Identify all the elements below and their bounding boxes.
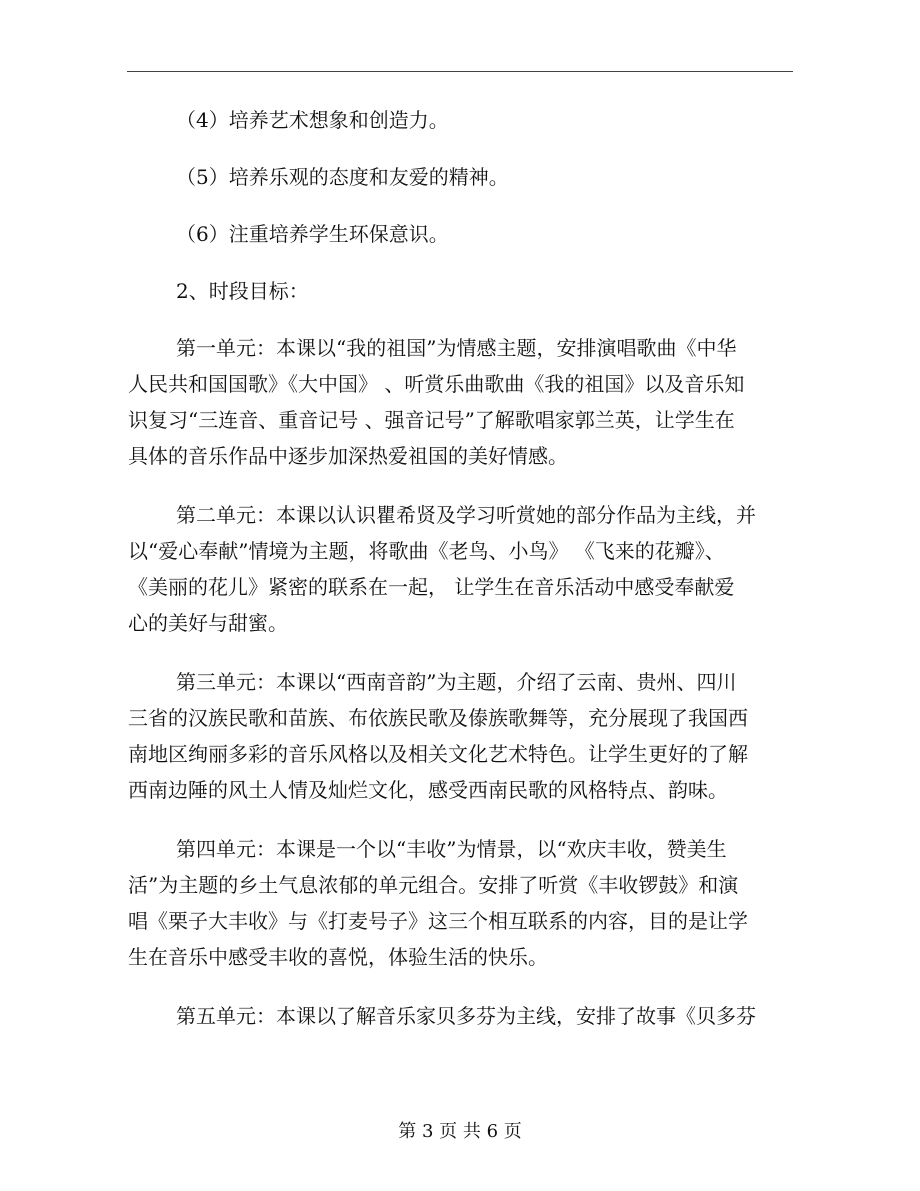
paragraph-line: 识复习“三连音、重音记号 、强音记号”了解歌唱家郭兰英，让学生在 bbox=[128, 408, 735, 432]
paragraph-line: 以“爱心奉献”情境为主题，将歌曲《老鸟、小鸟》 《飞来的花瓣》、 bbox=[128, 539, 725, 563]
paragraph-line: 具体的音乐作品中逐步加深热爱祖国的美好情感。 bbox=[128, 444, 568, 468]
paragraph-unit-4 bbox=[128, 831, 793, 975]
paragraph-unit-1 bbox=[128, 330, 793, 474]
paragraph-line: 人民共和国国歌》《大中国》 、听赏乐曲歌曲《我的祖国》以及音乐知 bbox=[128, 372, 745, 396]
paragraph-line: 第一单元：本课以“我的祖国”为情感主题，安排演唱歌曲《中华 bbox=[176, 336, 737, 360]
paragraph-line: 《美丽的花儿》紧密的联系在一起， 让学生在音乐活动中感受奉献爱 bbox=[128, 575, 735, 599]
paragraph-line: 心的美好与甜蜜。 bbox=[128, 611, 288, 635]
header-rule bbox=[127, 71, 793, 72]
paragraph-line: 西南边陲的风土人情及灿烂文化，感受西南民歌的风格特点、韵味。 bbox=[128, 778, 728, 802]
paragraph-line: 南地区绚丽多彩的音乐风格以及相关文化艺术特色。让学生更好的了解 bbox=[128, 742, 748, 766]
paragraph-line: 第四单元：本课是一个以“丰收”为情景，以“欢庆丰收，赞美生 bbox=[176, 837, 727, 861]
paragraph-unit-2 bbox=[128, 497, 793, 641]
page-footer: 第 3 页 共 6 页 bbox=[398, 1121, 522, 1142]
paragraph-line: 活”为主题的乡土气息浓郁的单元组合。安排了听赏《丰收锣鼓》和演 bbox=[128, 873, 739, 897]
list-item-4: （4）培养艺术想象和创造力。 bbox=[176, 108, 449, 132]
list-item-5: （5）培养乐观的态度和友爱的精神。 bbox=[176, 165, 509, 189]
paragraph-line: 生在音乐中感受丰收的喜悦，体验生活的快乐。 bbox=[128, 945, 548, 969]
paragraph-line: 三省的汉族民歌和苗族、布依族民歌及傣族歌舞等，充分展现了我国西 bbox=[128, 706, 748, 730]
section-heading: 2、时段目标： bbox=[176, 279, 309, 303]
list-item-6: （6）注重培养学生环保意识。 bbox=[176, 222, 449, 246]
paragraph-unit-3 bbox=[128, 664, 793, 808]
paragraph-line: 第二单元：本课以认识瞿希贤及学习听赏她的部分作品为主线，并 bbox=[176, 503, 756, 527]
paragraph-line: 第五单元：本课以了解音乐家贝多芬为主线，安排了故事《贝多芬 bbox=[176, 1004, 756, 1028]
paragraph-unit-5 bbox=[128, 998, 793, 1034]
document-body bbox=[128, 102, 793, 1034]
paragraph-line: 唱《栗子大丰收》与《打麦号子》这三个相互联系的内容，目的是让学 bbox=[128, 909, 748, 933]
paragraph-line: 第三单元：本课以“西南音韵”为主题，介绍了云南、贵州、四川 bbox=[176, 670, 737, 694]
